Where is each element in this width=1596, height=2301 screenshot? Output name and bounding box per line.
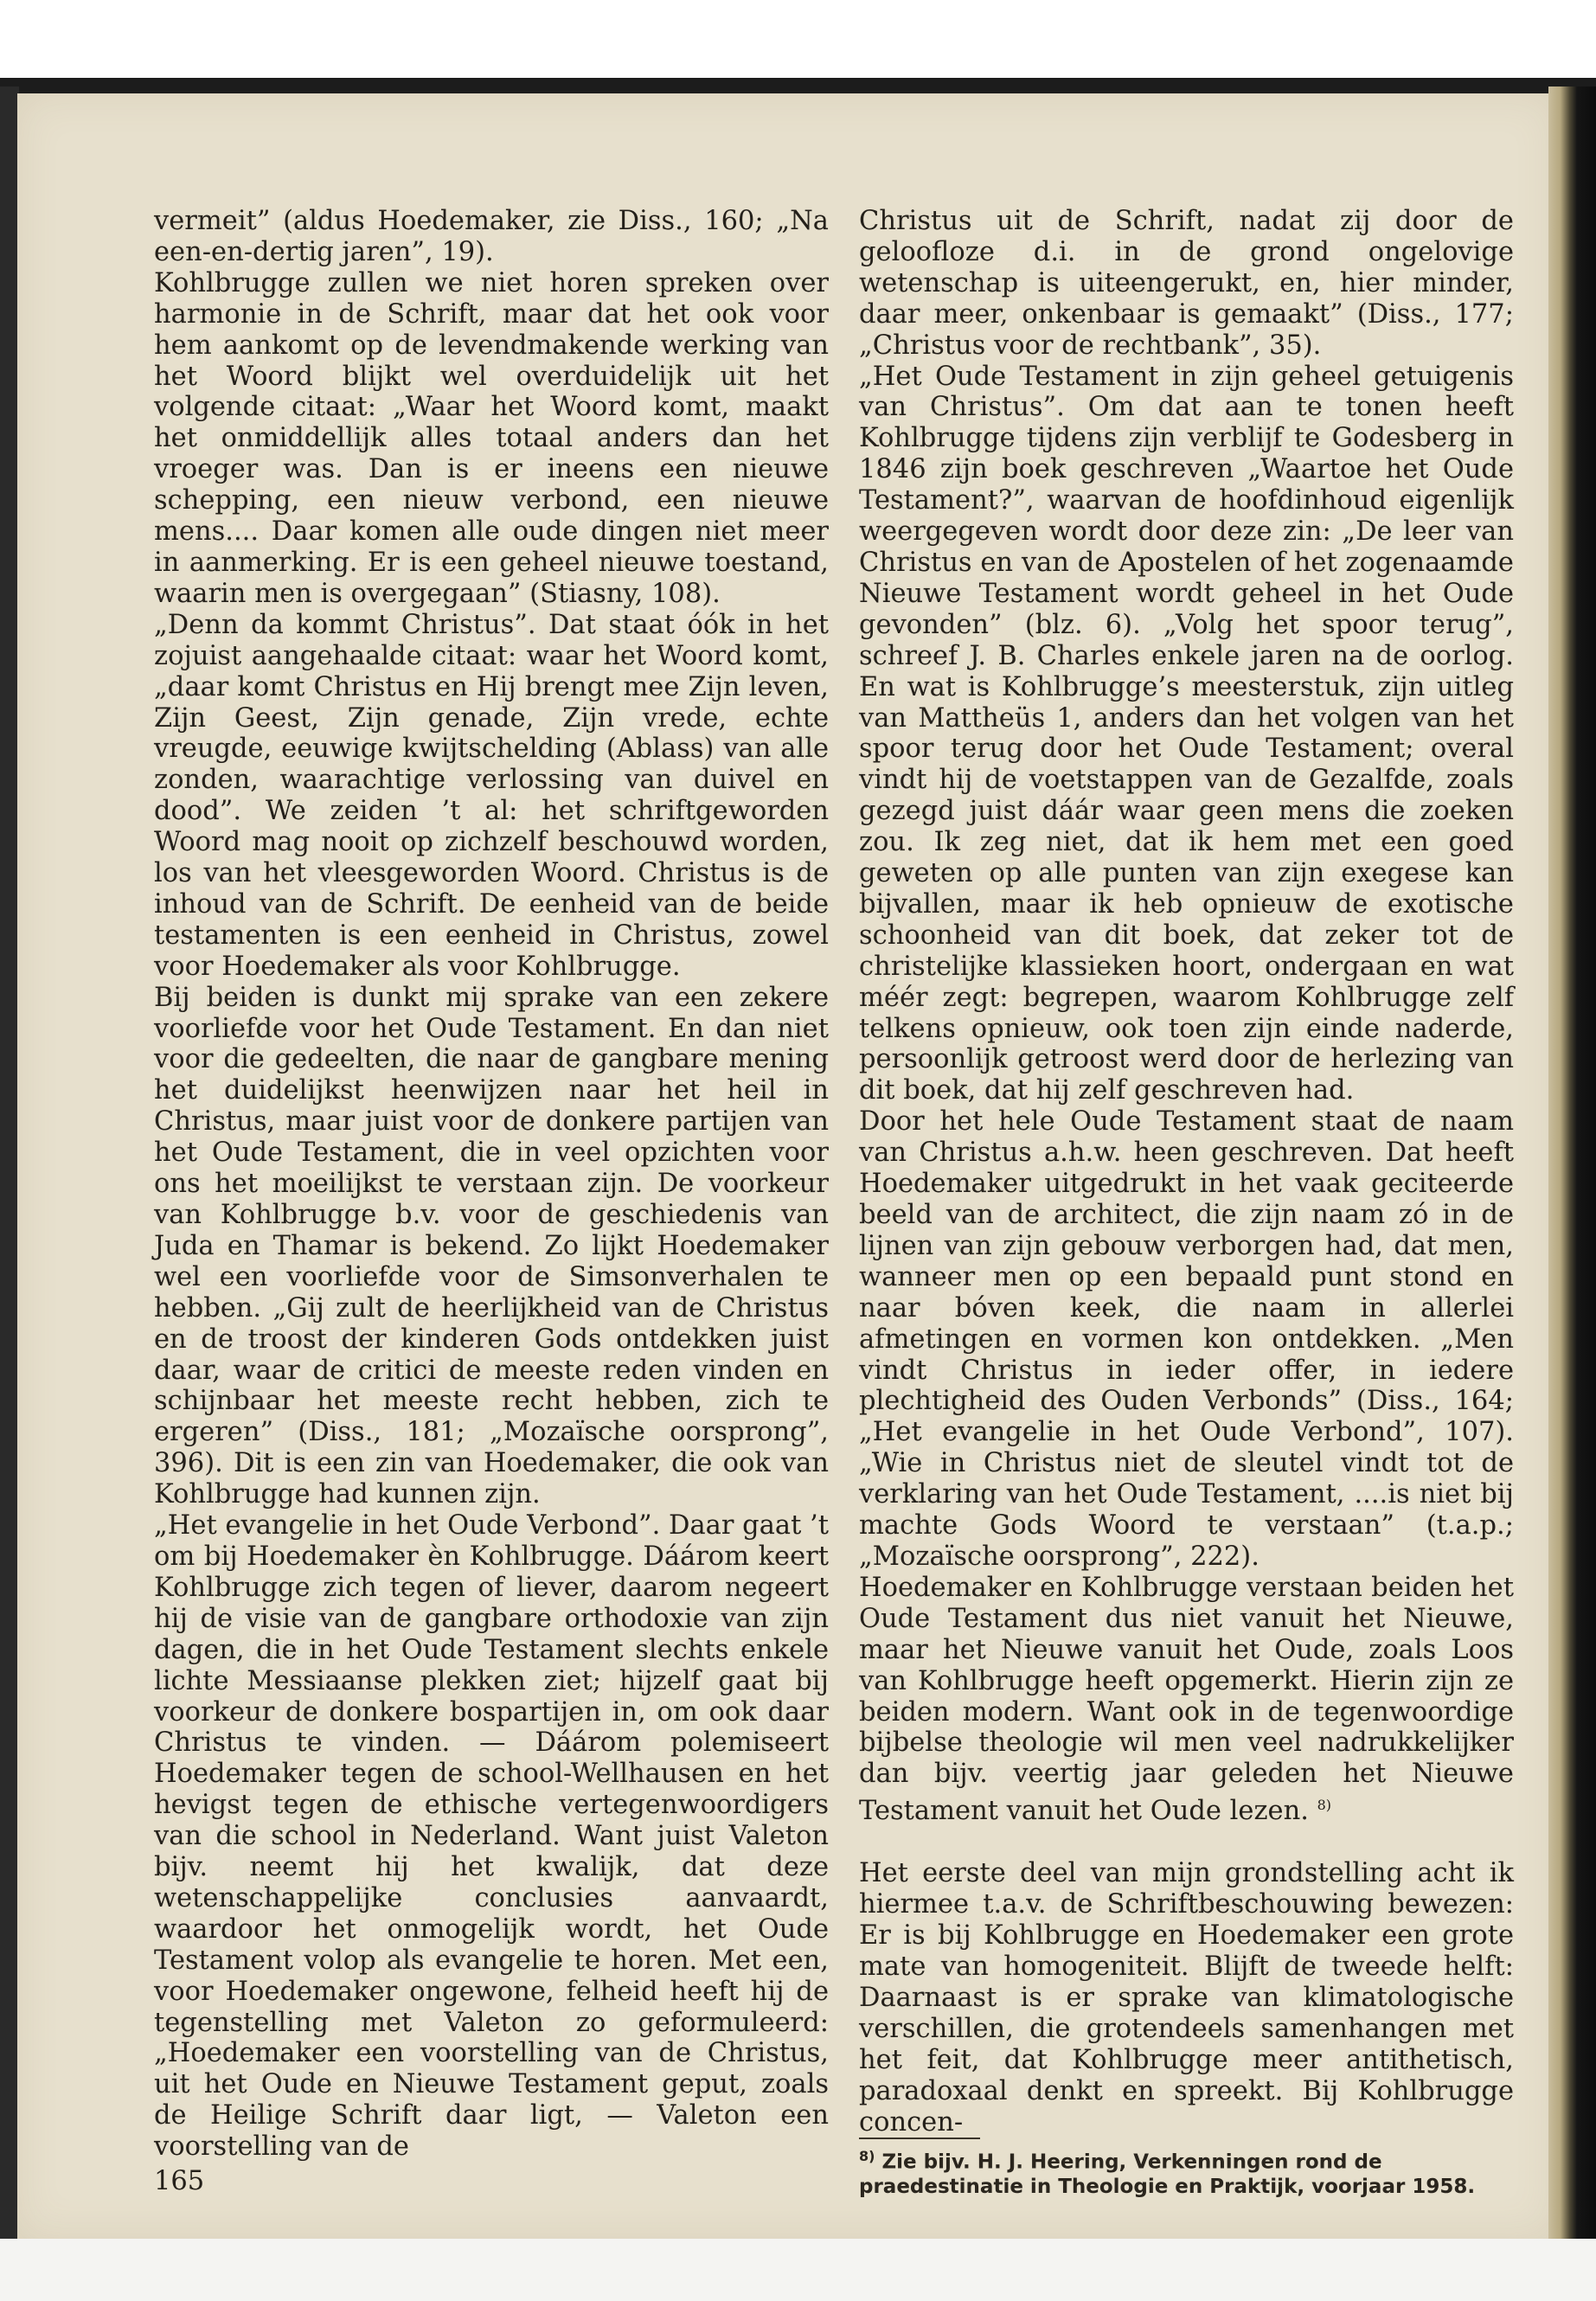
paragraph: Door het hele Oude Testament staat de naam van Christus a.h.w. heen geschreven. Dat heeft Hoedemaker uitgedrukt in het vaak geciteerde beeld van de architect, die zijn naam zó in de lijnen van zijn gebouw verborgen had, dat men, wanneer men op een bepaald punt stond en naar bóven keek, die naam in allerlei afmetingen en vormen kon ontdekken. „Men vindt Christus in ieder offer, in iedere plechtigheid des Ouden Verbonds” (Diss., 164; „Het evangelie in het Oude Verbond”, 107). „Wie in Christus niet de sleutel vindt tot de verklaring van het Oude Testament, ....is niet bij machte Gods Woord te verstaan” (t.a.p.; „Mozaïsche oorsprong”, 222). (859, 1106, 1514, 1572)
paragraph: vermeit” (aldus Hoedemaker, zie Diss., 160; „Na een-en-dertig jaren”, 19). (154, 206, 829, 267)
paragraph: Kohlbrugge zullen we niet horen spreken over harmonie in de Schrift, maar dat het ook voor hem aankomt op de levendmakende werking van het Woord blijkt wel overduidelijk uit het volgende citaat: „Waar het Woord komt, maakt het onmiddellijk alles totaal anders dan het vroeger was. Dan is er ineens een nieuwe schepping, een nieuw verbond, een nieuwe mens.... Daar komen alle oude dingen niet meer in aanmerking. Er is een geheel nieuwe toestand, waarin men is overgegaan” (Stiasny, 108). (154, 267, 829, 609)
paragraph: „Denn da kommt Christus”. Dat staat óók in het zojuist aangehaalde citaat: waar het Woord komt, „daar komt Christus en Hij brengt mee Zijn leven, Zijn Geest, Zijn genade, Zijn vrede, echte vreugde, eeuwige kwijtschelding (Ablass) van alle zonden, waarachtige verlossing van duivel en dood”. We zeiden ’t al: het schriftgeworden Woord mag nooit op zichzelf beschouwd worden, los van het vleesgeworden Woord. Christus is de inhoud van de Schrift. De eenheid van de beide testamenten is een eenheid in Christus, zowel voor Hoedemaker als voor Kohlbrugge. (154, 609, 829, 982)
left-column (154, 206, 829, 2197)
paragraph: „Het Oude Testament in zijn geheel getuigenis van Christus”. Om dat aan te tonen heeft Kohlbrugge tijdens zijn verblijf te Godesberg in 1846 zijn boek geschreven „Waartoe het Oude Testament?”, waarvan de hoofdinhoud eigenlijk weergegeven wordt door deze zin: „De leer van Christus en van de Apostelen of het zogenaamde Nieuwe Testament wordt geheel in het Oude gevonden” (blz. 6). „Volg het spoor terug”, schreef J. B. Charles enkele jaren na de oorlog. En wat is Kohlbrugge’s meesterstuk, zijn uitleg van Mattheüs 1, anders dan het volgen van het spoor terug door het Oude Testament; overal vindt hij de voetstappen van de Gezalfde, zoals gezegd juist dáár waar geen mens die zoeken zou. Ik zeg niet, dat ik hem met een goed geweten op alle punten van zijn exegese kan bijvallen, maar ik heb opnieuw de exotische schoonheid van dit boek, dat zeker tot de christelijke klassieken hoort, ondergaan en wat méér zegt: begrepen, waarom Kohlbrugge zelf telkens opnieuw, ook toen zijn einde naderde, persoonlijk getroost werd door de herlezing van dit boek, dat hij zelf geschreven had. (859, 361, 1514, 1106)
right-column (859, 206, 1514, 2199)
footnote-reference: 8) (1317, 1797, 1332, 1814)
page-number: 165 (154, 2166, 205, 2197)
footnote-text: Zie bijv. H. J. Heering, Verkenningen rond de praedestinatie in Theologie en Praktijk, voorjaar 1958. (859, 2151, 1476, 2199)
paragraph: Christus uit de Schrift, nadat zij door de geloofloze d.i. in de grond ongelovige wetenschap is uiteengerukt, en, hier minder, daar meer, onkenbaar is gemaakt” (Diss., 177; „Christus voor de rechtbank”, 35). (859, 206, 1514, 361)
book-spine (1548, 87, 1596, 2301)
scan-margin-top (0, 0, 1596, 78)
paragraph-gap (859, 1827, 1514, 1858)
paragraph: „Het evangelie in het Oude Verbond”. Daar gaat ’t om bij Hoedemaker èn Kohlbrugge. Dáárom keert Kohlbrugge zich tegen of liever, daarom negeert hij de visie van de gangbare orthodoxie van zijn dagen, die in het Oude Testament slechts enkele lichte Messiaanse plekken ziet; hijzelf gaat bij voorkeur de donkere bospartijen in, om ook daar Christus te vinden. — Dáárom polemiseert Hoedemaker tegen de school-Wellhausen en het hevigst tegen de ethische vertegenwoordigers van die school in Nederland. Want juist Valeton bijv. neemt hij het kwalijk, dat deze wetenschappelijke conclusies aanvaardt, waardoor het onmogelijk wordt, het Oude Testament volop als evangelie te horen. Met een, voor Hoedemaker ongewone, felheid heeft hij de tegenstelling met Valeton zo geformuleerd: „Hoedemaker een voorstelling van de Christus, uit het Oude en Nieuwe Testament geput, zoals de Heilige Schrift daar ligt, — Valeton een voorstelling van de (154, 1510, 829, 2163)
footnote (859, 2144, 1514, 2199)
paragraph: Het eerste deel van mijn grondstelling acht ik hiermee t.a.v. de Schriftbeschouwing bewezen: Er is bij Kohlbrugge en Hoedemaker een grote mate van homogeniteit. Blijft de tweede helft: Daarnaast is er sprake van klimatologische verschillen, die grotendeels samenhangen met het feit, dat Kohlbrugge meer antithetisch, paradoxaal denkt en spreekt. Bij Kohlbrugge concen- (859, 1858, 1514, 2138)
footnote-rule (859, 2138, 980, 2139)
paragraph: Bij beiden is dunkt mij sprake van een zekere voorliefde voor het Oude Testament. En dan niet voor die gedeelten, die naar de gangbare mening het duidelijkst heenwijzen naar het heil in Christus, maar juist voor de donkere partijen van het Oude Testament, die in veel opzichten voor ons het moeilijkst te verstaan zijn. De voorkeur van Kohlbrugge b.v. voor de geschiedenis van Juda en Thamar is bekend. Zo lijkt Hoedemaker wel een voorliefde voor de Simsonverhalen te hebben. „Gij zult de heerlijkheid van de Christus en de troost der kinderen Gods ontdekken juist daar, waar de critici de meeste reden vinden en schijnbaar het meeste recht hebben, zich te ergeren” (Diss., 181; „Mozaïsche oorsprong”, 396). Dit is een zin van Hoedemaker, die ook van Kohlbrugge had kunnen zijn. (154, 982, 829, 1510)
scan-shadow-left (0, 87, 19, 2301)
paragraph (859, 1573, 1514, 1827)
footnote-mark: 8) (859, 2148, 875, 2165)
paragraph-text: Hoedemaker en Kohlbrugge verstaan beiden het Oude Testament dus niet vanuit het Nieuwe, maar het Nieuwe vanuit het Oude, zoals Loos van Kohlbrugge heeft opgemerkt. Hierin zijn ze beiden modern. Want ook in de tegenwoordige bijbelse theologie wil men veel nadrukkelijker dan bijv. veertig jaar geleden het Nieuwe Testament vanuit het Oude lezen. (859, 1572, 1514, 1827)
scan-margin-bottom (0, 2239, 1596, 2301)
